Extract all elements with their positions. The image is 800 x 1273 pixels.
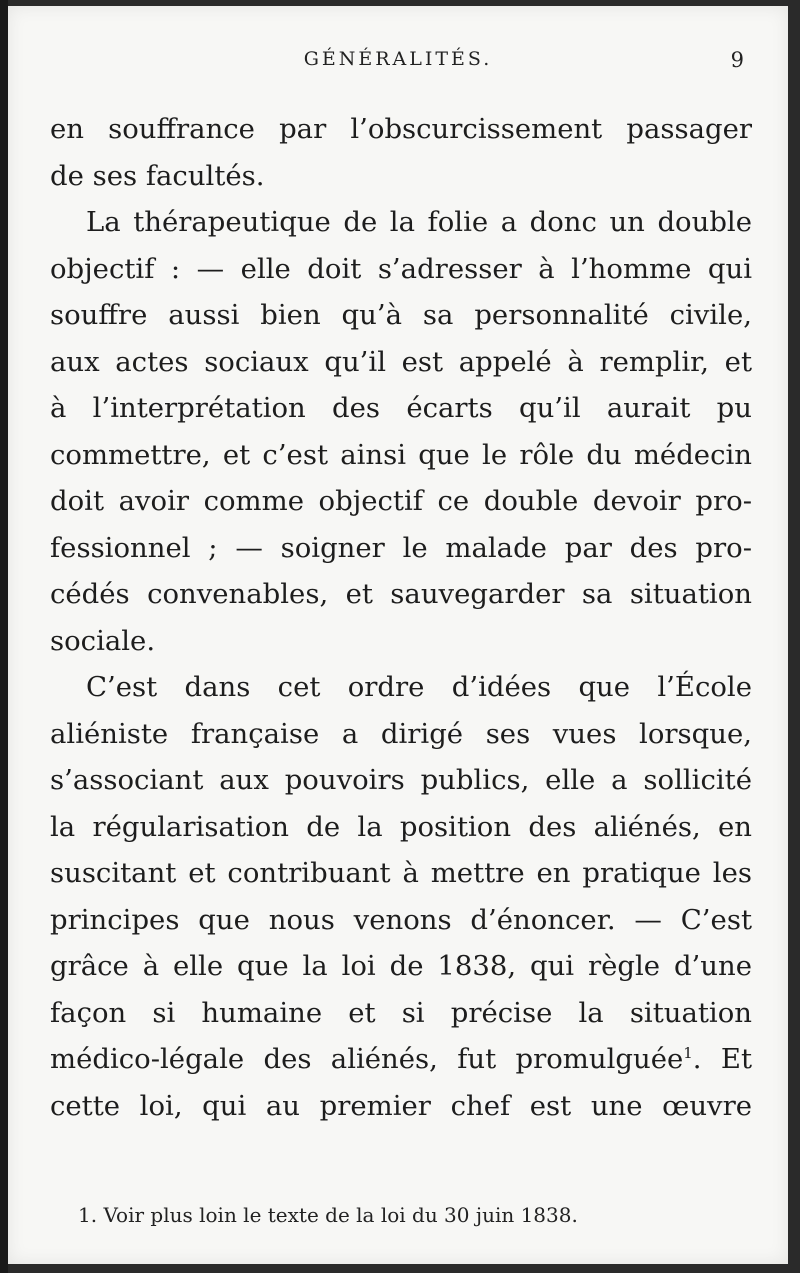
running-head bbox=[8, 48, 788, 78]
text-line: la régularisation de la position des aliénés, en bbox=[50, 810, 752, 843]
text-segment: médico-légale des aliénés, fut promulguée bbox=[50, 1043, 684, 1075]
text-line: fessionnel ; — soigner le malade par des pro- bbox=[50, 531, 752, 564]
text-line: aux actes sociaux qu’il est appelé à remplir, et bbox=[50, 345, 752, 378]
text-line: grâce à elle que la loi de 1838, qui règle d’une bbox=[50, 950, 752, 982]
text-line: suscitant et contribuant à mettre en pratique les bbox=[50, 857, 752, 889]
text-line: principes que nous venons d’énoncer. — C’est bbox=[50, 903, 752, 936]
footnote: 1. Voir plus loin le texte de la loi du 30 juin 1838. bbox=[78, 1203, 578, 1227]
text-line: commettre, et c’est ainsi que le rôle du médecin bbox=[50, 438, 752, 471]
text-line: cédés convenables, et sauvegarder sa situation bbox=[50, 578, 752, 610]
book-page bbox=[8, 6, 788, 1264]
text-line: en souffrance par l’obscurcissement passager bbox=[50, 113, 752, 145]
paragraph-start-line: C’est dans cet ordre d’idées que l’École bbox=[86, 671, 752, 703]
body-text bbox=[50, 106, 752, 1129]
text-line: cette loi, qui au premier chef est une œuvre bbox=[50, 1089, 752, 1122]
paragraph-start-line: La thérapeutique de la folie a donc un double bbox=[86, 206, 752, 238]
text-line: aliéniste française a dirigé ses vues lorsque, bbox=[50, 717, 752, 750]
footnote-reference: 1 bbox=[683, 1043, 693, 1062]
running-title: GÉNÉRALITÉS. bbox=[303, 48, 493, 70]
text-line-with-footnote bbox=[50, 1036, 752, 1083]
text-segment: . Et bbox=[692, 1043, 752, 1075]
text-line: souffre aussi bien qu’à sa personnalité civile, bbox=[50, 299, 752, 331]
text-line: doit avoir comme objectif ce double devoir pro- bbox=[50, 485, 752, 517]
scan-edge bbox=[0, 0, 8, 1273]
text-line: s’associant aux pouvoirs publics, elle a sollicité bbox=[50, 764, 752, 796]
page-number: 9 bbox=[730, 48, 744, 72]
text-line: de ses facultés. bbox=[50, 159, 265, 192]
text-line: à l’interprétation des écarts qu’il aurait pu bbox=[50, 392, 752, 424]
text-line: façon si humaine et si précise la situation bbox=[50, 996, 752, 1029]
text-line: objectif : — elle doit s’adresser à l’homme qui bbox=[50, 252, 752, 285]
text-line: sociale. bbox=[50, 624, 156, 657]
